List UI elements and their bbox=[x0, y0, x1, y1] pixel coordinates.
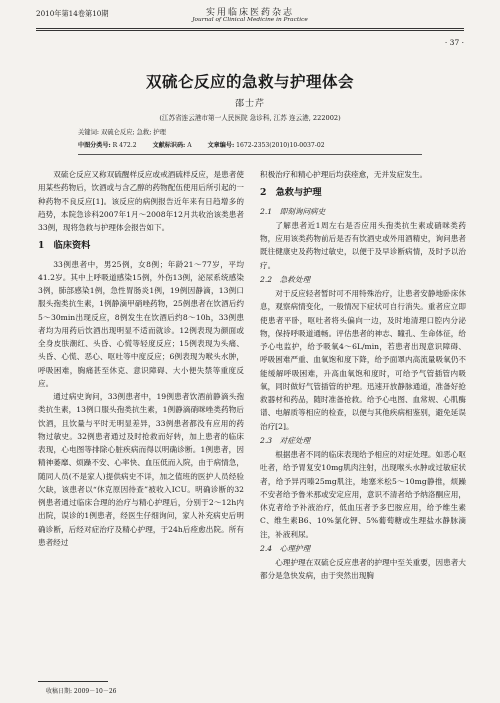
right-column bbox=[260, 168, 466, 583]
clinical-data-paragraph: 33例患者中，男25例，女8例；年龄21～77岁，平均41.2岁。其中上呼吸道感染15例，外伤13例，泌尿系统感染3例，肺部感染1例，急性胃肠炎1例，19例因静滴，13例口服头孢类抗生素，1例静滴甲硝唑药物，25例患者在饮酒后约5～30min出现反应，8例发生在饮酒后约8～10h，33例患者均为用药后饮酒出现明显不适而就诊。12例表现为颜面或全身皮肤潮红、头昏、心慌等轻度反应；15例表现为头痛、头昏、心慌、恶心、呕吐等中度反应；6例表现为喉头水肿，呼吸困难，胸痛甚至休克、意识障碍、大小便失禁等重度反应。 bbox=[38, 259, 244, 388]
journal-title-cn: 实用临床医药杂志 bbox=[205, 8, 294, 18]
continued-paragraph: 积极治疗和精心护理后均获痊愈，无并发症发生。 bbox=[260, 170, 428, 179]
subsection-2-4-body: 心理护理在双硫仑反应患者的护理中至关重要，因患者大都分是急快发病，由于突然出现胸 bbox=[260, 558, 466, 581]
subsection-2-1-body: 了解患者近1周左右是否应用头孢类抗生素或硝咪类药物，应用该类药物前后是否有饮酒史或外用酒精史，询问患者既往健康史及药物过敏史，以便于及早诊断病情，及时予以治疗。 bbox=[260, 220, 466, 270]
affiliation: (江苏省连云港市第一人民医院 急诊科, 江苏 连云港, 222002) bbox=[159, 114, 341, 122]
history-paragraph: 通过病史询问，33例患者中，19例患者饮酒前静滴头孢类抗生素，13例口服头孢类抗生素，1例静滴硝咪唑类药物后饮酒，且饮量与平时无明显差异，33例患者都没有应用的药物过敏史。32例患者通过及时抢救而好转，加上患者的临床表现，心电图等排除心脏疾病而得以明确诊断。1例患者，因精神萎靡、烦躁不安、心率快、血压低而入院，由于病情急，随同人员(不是家人)提供病史不详，加之值班的医护人员经验欠缺，该患者以“休克原因待查”被收入ICU。明确诊断的32例患者通过临床合理的治疗与精心护理后，分别于2～12h内出院，误诊的1例患者，经医生仔细询问，家人补充病史后明确诊断，后经对症治疗及精心护理，于24h后痊愈出院。所有患者经过 bbox=[38, 392, 244, 547]
clc-value: R 472.2 bbox=[112, 142, 137, 149]
subsection-2-2-body: 对于反应轻者暂时可不用特殊治疗，让患者安静地卧床休息，观察病情变化，一般情况下症状可自行消失。重者应立即使患者平卧，呕吐者将头偏向一边，及时地清理口腔内分泌物，保持呼吸道通畅。评估患者的神志、瞳孔、生命体征，给予心电监护，给予吸氧4～6L/min，若患者出现意识障碍、呼吸困难严重、血氧饱和度下降，给予面罩内高流量吸氧仍不能缓解呼吸困难，升高血氧饱和度时，可给予气管插管内吸氧，同时做好气管插管的护理。迅速开放静脉通道，准备好抢救器材和药品，随时准备抢救。给予心电图、血常规、心肌酶谱、电解质等相应的检查，以便与其他疾病相鉴别，避免延误治疗[2]。 bbox=[260, 289, 466, 431]
subsection-2-1-heading: 2.1 即刻询问病史 bbox=[260, 206, 326, 216]
subsection-2-2-heading: 2.2 急救处理 bbox=[260, 274, 311, 284]
clc-label: 中图分类号: bbox=[78, 142, 111, 149]
doc-label: 文献标识码: bbox=[152, 142, 186, 149]
author: 邵士芹 bbox=[234, 99, 265, 109]
article-title: 双硫仑反应的急救与护理体会 bbox=[145, 72, 354, 91]
article-id-label: 文章编号: bbox=[207, 142, 235, 149]
doc-value: A bbox=[187, 142, 192, 149]
subsection-2-3-body: 根据患者不同的临床表现给予相应的对症处理。如恶心呕吐者，给予胃复安10mg肌肉注射，出现喉头水肿或过敏症状者，给予异丙嗪25mg肌注，地塞米松5～10mg静推，烦躁不安者给予鲁米那或安定应用，意识不清者给予纳洛酮应用，休克者给予补液治疗，低血压者予多巴胺应用，给予维生素C、维生素B6、10%氯化钾、5%葡萄糖或生理盐水静脉滴注，补液利尿。 bbox=[260, 450, 466, 539]
header-rule-double bbox=[36, 30, 464, 31]
keywords: 关键词: 双硫仑反应; 急救; 护理 bbox=[78, 129, 166, 136]
article-id-value: 1672-2353(2010)10-0037-02 bbox=[236, 142, 325, 149]
subsection-2-3-heading: 2.3 对症处理 bbox=[260, 435, 311, 445]
received-date: 收稿日期: 2009－10－26 bbox=[46, 688, 117, 695]
section-1-heading: 1 临床资料 bbox=[38, 240, 91, 252]
page-number: · 37 · bbox=[444, 38, 464, 47]
issue-label: 2010年第14卷第10期 bbox=[36, 9, 109, 18]
abstract-divider bbox=[78, 154, 422, 155]
journal-title-en: Journal of Clinical Medicine in Practice bbox=[192, 17, 308, 23]
footnote-rule bbox=[38, 681, 108, 682]
classification-meta bbox=[78, 140, 325, 149]
header-rule bbox=[36, 28, 464, 29]
intro-paragraph: 双硫仑反应又称双硫醒样反应或戒酒硫样反应，是患者使用某些药物后，饮酒或与含乙醇的药物配伍使用后所引起的一种药物不良反应[1]。该反应的病例报告近年来有日趋增多的趋势，本院急诊科2007年1月～2008年12月共收治该类患者33例，现将急救与护理体会报告如下。 bbox=[38, 170, 244, 232]
left-column bbox=[38, 168, 244, 549]
subsection-2-4-heading: 2.4 心理护理 bbox=[260, 543, 311, 553]
section-2-heading: 2 急救与护理 bbox=[260, 187, 322, 199]
